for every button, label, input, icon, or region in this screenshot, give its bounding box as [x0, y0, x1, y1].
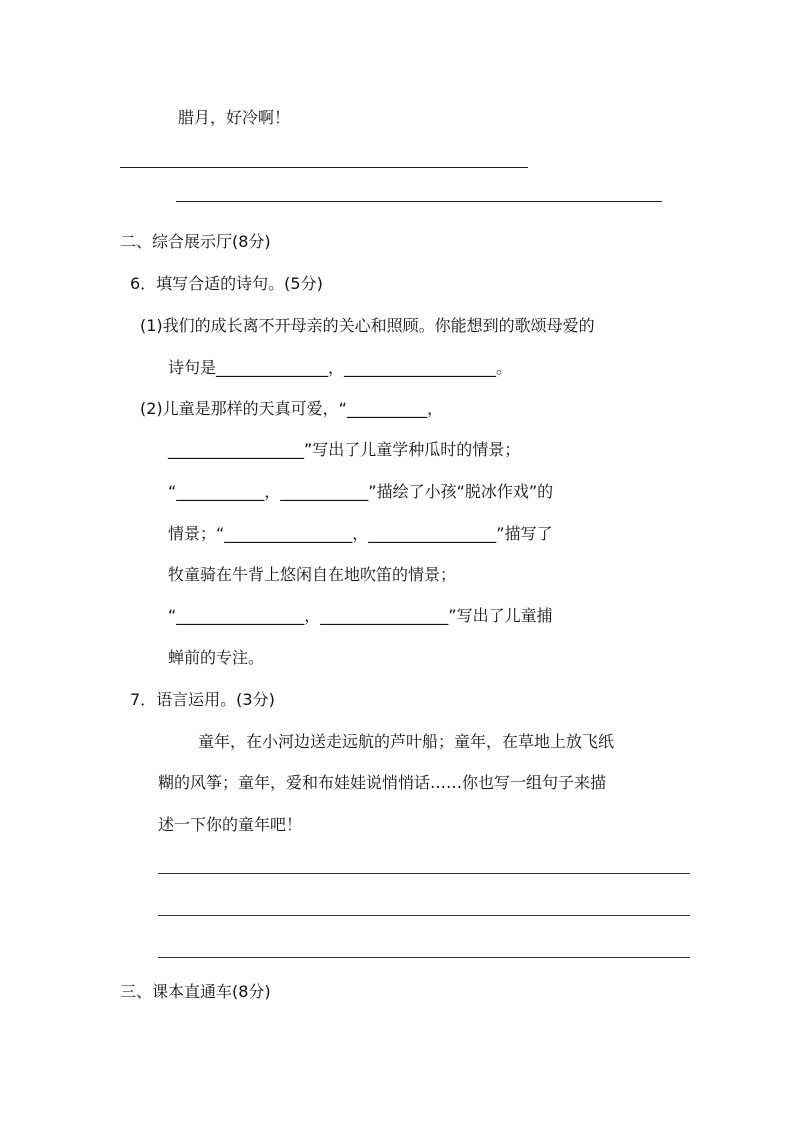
- q6-part2-line7: 蝉前的专注。: [168, 648, 265, 667]
- q7-answer-line-2[interactable]: [158, 915, 690, 916]
- q6-part2-line5: 牧童骑在牛背上悠闲自在地吹笛的情景；: [168, 565, 457, 584]
- q6-part2-line6: “________________，________________”写出了儿童捕: [168, 606, 553, 625]
- q7-line3: 述一下你的童年吧！: [158, 815, 303, 834]
- continuation-text: 腊月，好冷啊！: [178, 108, 291, 127]
- q6-part1-line2: 诗句是______________，___________________。: [168, 358, 513, 377]
- section-3-heading: 三、课本直通车(8分): [120, 982, 271, 1001]
- question-6-title: 6．填写合适的诗句。(5分): [130, 274, 323, 293]
- question-7-title: 7．语言运用。(3分): [130, 690, 275, 709]
- section-2-heading: 二、综合展示厅(8分): [120, 232, 271, 251]
- q7-answer-line-3[interactable]: [158, 957, 690, 958]
- q6-part2-line1: (2)儿童是那样的天真可爱，“__________，: [140, 399, 443, 418]
- q7-line1: 童年，在小河边送走远航的芦叶船；童年，在草地上放飞纸: [198, 732, 615, 751]
- q6-part2-line2: _________________”写出了儿童学种瓜时的情景；: [168, 440, 521, 459]
- q7-answer-line-1[interactable]: [158, 873, 690, 874]
- q6-part2-line3: “___________，___________”描绘了小孩“脱冰作戏”的: [168, 482, 554, 501]
- q7-line2: 糊的风筝；童年，爱和布娃娃说悄悄话……你也写一组句子来描: [158, 773, 607, 792]
- answer-line-1[interactable]: [120, 167, 528, 168]
- q6-part2-line4: 情景；“________________，________________”描写了: [168, 524, 553, 543]
- answer-line-2[interactable]: [176, 201, 662, 202]
- q6-part1-line1: (1)我们的成长离不开母亲的关心和照顾。你能想到的歌颂母爱的: [140, 316, 595, 335]
